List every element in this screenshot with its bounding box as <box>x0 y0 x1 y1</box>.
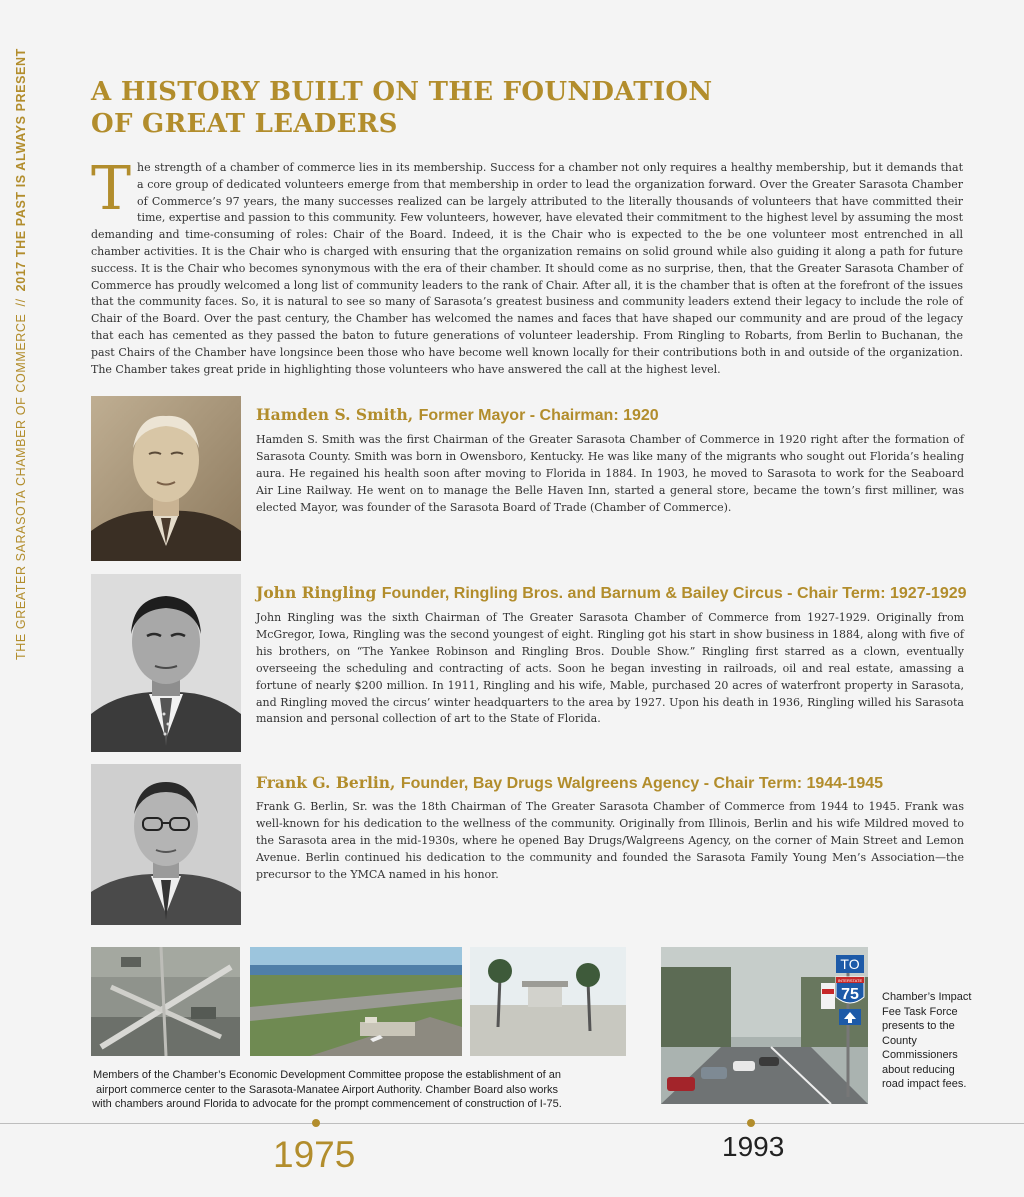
leader-bio-ringling: John Ringling was the sixth Chairman of The Greater Sarasota Chamber of Commerce from 1927-1929. Originally from McGregor, Iowa, Ringling was the second youngest of eight. Ringling got his start in show business in 1884, along with five of his brothers, on “The Yankee Robinson and Ringling Bros. Double Show.” Ringling first starred as a clown, eventually overseeing the scheduling and contracting of acts. Soon he began investing in railroads, oil and real estate, amassing a fortune of nearly $200 million. In 1911, Ringling and his wife, Mable, purchased 20 acres of waterfront property in Sarasota, and Ringling moved the circus’ winter headquarters to the area by 1927. Upon his death in 1936, Ringling willed his Sarasota mansion and personal collection of art to the State of Florida. <box>256 611 964 726</box>
leader-role: Founder, Ringling Bros. and Barnum & Bailey Circus - Chair Term: <box>381 585 890 602</box>
leader-name: Frank G. Berlin, <box>256 773 396 792</box>
tagline: 2017 THE PAST IS ALWAYS PRESENT <box>14 48 28 292</box>
portrait-frank-berlin <box>91 764 241 925</box>
photo-interstate-road <box>661 947 868 1104</box>
page-title-line-1: A HISTORY BUILT ON THE FOUNDATION <box>91 77 713 107</box>
leader-name: Hamden S. Smith, <box>256 405 414 424</box>
intro-text: he strength of a chamber of commerce lies in its membership. Success for a chamber not only requires a healthy membership, but it demands that a core group of dedicated volunteers emerge from that membership in order to lead the organization forward. Over the Greater Sarasota Chamber of Commerce’s 97 years, the many successes realized can be largely attributed to the literally thousands of volunteers that have committed their time, expertise and passion to this community. Few volunteers, however, have elevated their commitment to the highest level by assuming the most demanding and time-consuming of roles: Chair of the Board. Indeed, it is the Chair who is expected to the be one volunteer most entrenched in all chamber activities. It is the Chair who is charged with ensuring that the organization remains on solid ground while also guiding it along a path for future success. It is the Chair who becomes synonymous with the era of their chamber. It should come as no surprise, then, that the Greater Sarasota Chamber of Commerce has proudly welcomed a long list of community leaders to the rank of Chair. After all, it is the chamber that is often at the forefront of the issues that the community faces. So, it is natural to see so many of Sarasota’s greatest business and community leaders extend their legacy to include the role of Chair of the Board. Over the past century, the Chamber has welcomed the names and faces that have shaped our community and are proud of the legacy that each has cemented as they passed the baton to future generations of volunteer leadership. From Ringling to Robarts, from Berlin to Buchanan, the past Chairs of the Chamber have longsince been those who have become well known locally for their contributions both in and outside of the organization. The Chamber takes great pride in highlighting those volunteers who have answered the call at the highest level. <box>91 161 963 376</box>
intro-paragraph <box>91 154 963 378</box>
sign-interstate-text: INTERSTATE <box>837 978 863 983</box>
leader-year: 1927-1929 <box>890 585 967 602</box>
year-label-1993: 1993 <box>722 1131 785 1162</box>
leader-role: Founder, Bay Drugs Walgreens Agency - Chair Term: <box>400 775 807 792</box>
leader-name: John Ringling <box>256 583 377 602</box>
photo-airport-terminal-aerial <box>250 947 462 1056</box>
sign-to-text: TO <box>840 956 860 972</box>
photo-aerial-airport <box>91 947 240 1056</box>
leader-heading-ringling <box>256 583 976 604</box>
page-title <box>91 76 791 140</box>
caption-1975: Members of the Chamber’s Economic Development Committee propose the establishment of an airport commerce center to the Sarasota-Manatee Airport Authority. Chamber Board also works with chambers around Florida to advocate for the prompt commencement of construction of I-75. <box>92 1069 562 1110</box>
caption-1993: Chamber’s Impact Fee Task Force presents to the County Commissioners about reducing road impact fees. <box>882 991 972 1090</box>
organization-name: THE GREATER SARASOTA CHAMBER OF COMMERCE <box>14 313 28 660</box>
timeline-line <box>0 1123 1024 1124</box>
leader-heading-berlin <box>256 773 976 794</box>
year-label-1975: 1975 <box>273 1134 356 1175</box>
leader-role: Former Mayor - Chairman: <box>418 407 624 424</box>
sidebar-vertical-text <box>14 48 38 660</box>
page-title-line-2: OF GREAT LEADERS <box>91 109 398 139</box>
portrait-hamden-smith <box>91 396 241 561</box>
timeline-dot-1975 <box>312 1119 320 1127</box>
sign-75-text: 75 <box>841 986 859 1003</box>
portrait-john-ringling <box>91 574 241 752</box>
photo-airport-palm-trees <box>470 947 626 1056</box>
leader-bio-smith: Hamden S. Smith was the first Chairman of the Greater Sarasota Chamber of Commerce in 1920 right after the formation of Sarasota County. Smith was born in Owensboro, Kentucky. He was like many of the migrants who sought out Florida’s healing aura. He regained his health soon after moving to Florida in 1884. In 1903, he moved to Sarasota to work for the Seaboard Air Line Railway. He went on to manage the Belle Haven Inn, started a general store, became the town’s first milliner, was elected Mayor, was founder of the Sarasota Board of Trade (Chamber of Commerce). <box>256 433 964 514</box>
leader-bio-berlin: Frank G. Berlin, Sr. was the 18th Chairman of The Greater Sarasota Chamber of Commerce from 1944 to 1945. Frank was well-known for his dedication to the wellness of the community. Originally from Illinois, Berlin and his wife Mildred moved to the Sarasota area in the mid-1930s, where he opened Bay Drugs/Walgreens Agency, on the corner of Main Street and Lemon Avenue. Berlin continued his dedication to the community and founded the Sarasota Family Young Men’s Association—the precursor to the YMCA named in his honor. <box>256 800 964 881</box>
leader-year: 1944-1945 <box>806 775 884 792</box>
leader-year: 1920 <box>623 407 659 424</box>
leader-heading-smith <box>256 405 976 426</box>
separator: // <box>14 298 28 307</box>
timeline-dot-1993 <box>747 1119 755 1127</box>
drop-cap: T <box>91 154 132 224</box>
